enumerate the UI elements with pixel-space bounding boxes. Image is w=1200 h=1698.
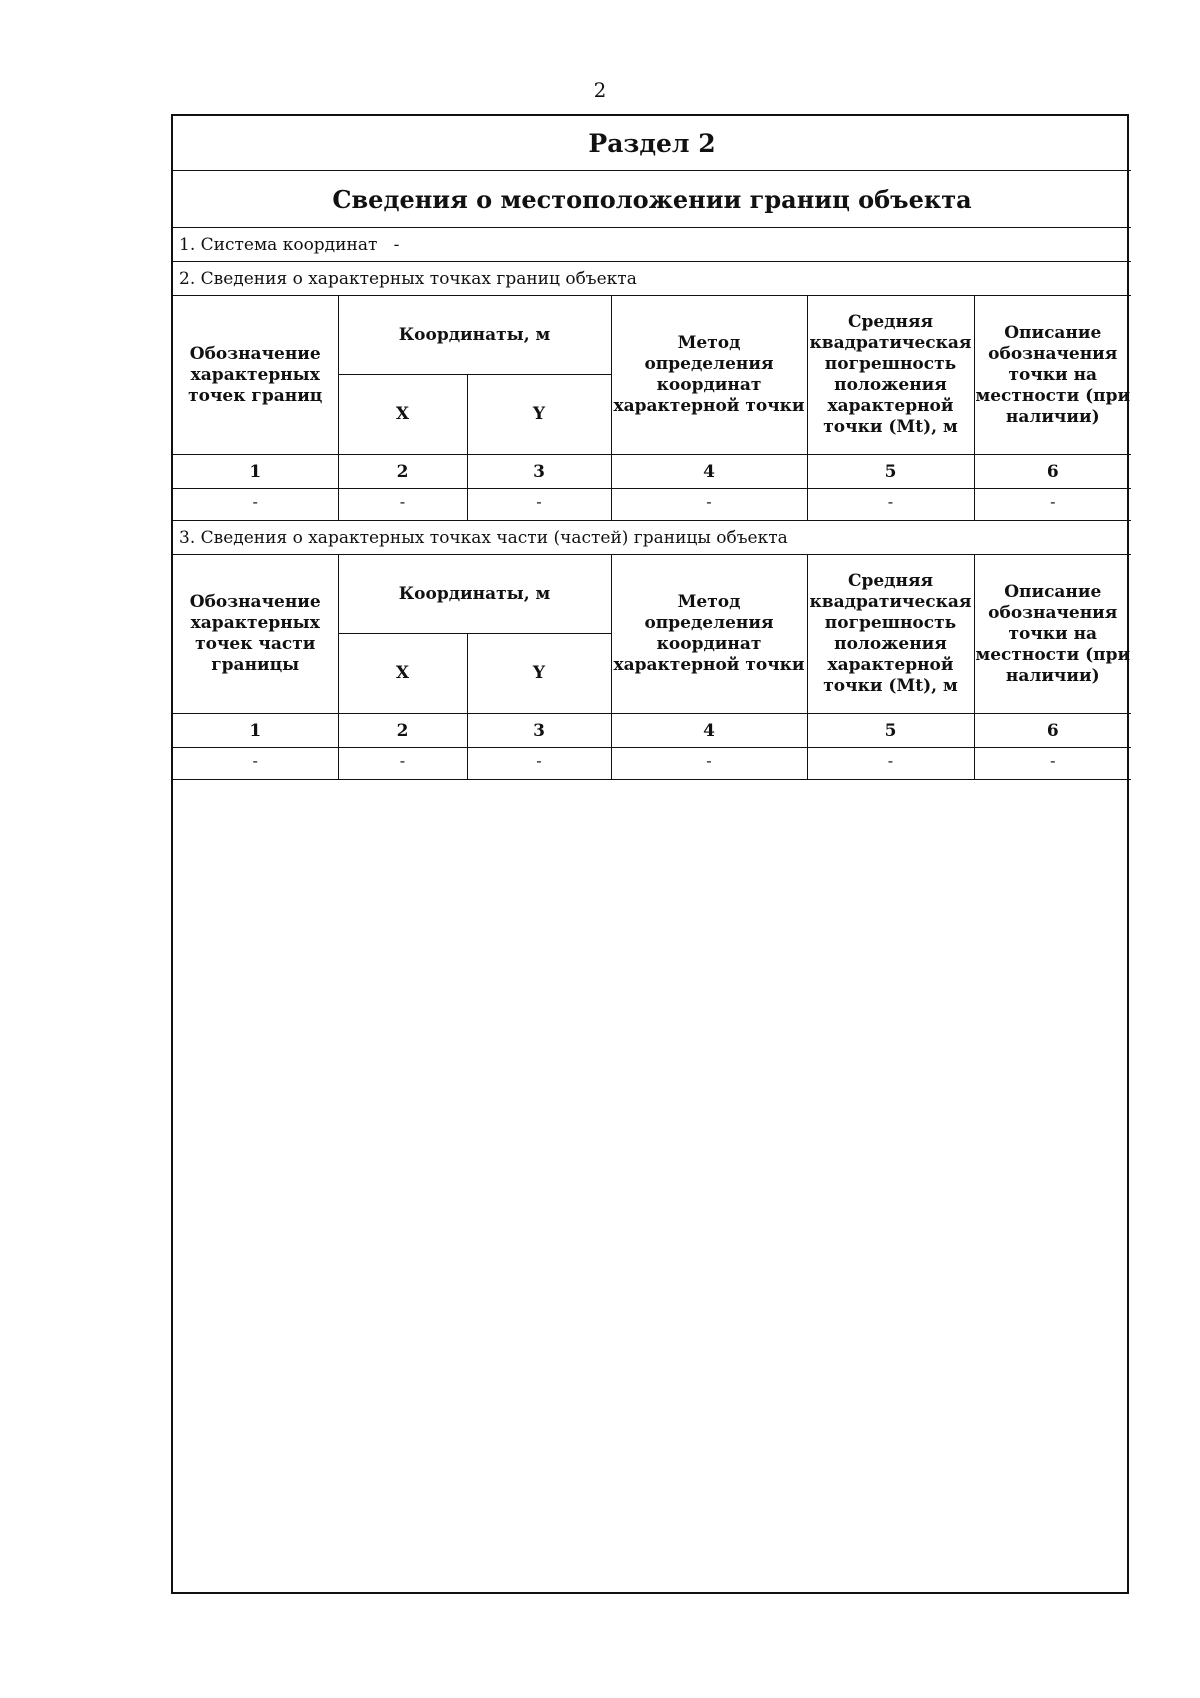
table2-header-method: Метод определения координат характерной точки (611, 555, 807, 714)
table1-colnum: 1 (173, 455, 338, 489)
table2-header-coords: Координаты, м (338, 555, 611, 634)
table2-cell: - (706, 751, 712, 770)
section-subtitle: Сведения о местоположении границ объекта (173, 171, 1131, 228)
table1-cell: - (399, 492, 406, 511)
table2-colnum: 6 (974, 714, 1131, 748)
table-row (173, 748, 1131, 780)
table1-header-x: X (338, 375, 467, 455)
table2-colnum: 2 (338, 714, 467, 748)
table1-colnum: 4 (611, 455, 807, 489)
table2-header-designation: Обозначение характерных точек части границы (173, 555, 338, 714)
table2-colnum: 1 (173, 714, 338, 748)
table2-cell: - (252, 751, 258, 770)
table1-header-error: Средняя квадратическая погрешность положения характерной точки (Mt), м (807, 296, 974, 455)
section-title: Раздел 2 (173, 116, 1131, 171)
coord-system-line (173, 228, 1131, 262)
table2-caption: 3. Сведения о характерных точках части (частей) границы объекта (173, 521, 1131, 555)
table2-cell: - (1050, 751, 1056, 770)
table1-header-y: Y (467, 375, 611, 455)
coord-system-value: - (393, 234, 400, 255)
table1-header-coords: Координаты, м (338, 296, 611, 375)
table1-colnum: 6 (974, 455, 1131, 489)
coord-system-label: 1. Система координат (179, 234, 378, 255)
table1-colnum: 5 (807, 455, 974, 489)
table1-cell: - (1050, 492, 1056, 511)
table2-header-error: Средняя квадратическая погрешность положения характерной точки (Mt), м (807, 555, 974, 714)
page-number: 2 (593, 78, 607, 102)
table2-header-y: Y (467, 634, 611, 714)
table2-header-description: Описание обозначения точки на местности (при наличии) (974, 555, 1131, 714)
table2-cell: - (536, 751, 542, 770)
table1-cell: - (887, 492, 894, 511)
table-row (173, 489, 1131, 521)
table1-header-method: Метод определения координат характерной точки (611, 296, 807, 455)
table2-colnum: 5 (807, 714, 974, 748)
section-table (173, 116, 1131, 780)
table2-cell: - (399, 751, 406, 770)
table1-header-designation: Обозначение характерных точек границ (173, 296, 338, 455)
table1-colnum: 2 (338, 455, 467, 489)
table1-caption: 2. Сведения о характерных точках границ объекта (173, 262, 1131, 296)
document-frame (171, 114, 1129, 1594)
table1-colnum: 3 (467, 455, 611, 489)
table2-header-x: X (338, 634, 467, 714)
table1-cell: - (536, 492, 542, 511)
table2-colnum: 3 (467, 714, 611, 748)
table1-cell: - (706, 492, 712, 511)
table1-header-description: Описание обозначения точки на местности (при наличии) (974, 296, 1131, 455)
table2-cell: - (887, 751, 894, 770)
table2-colnum: 4 (611, 714, 807, 748)
table1-cell: - (252, 492, 258, 511)
